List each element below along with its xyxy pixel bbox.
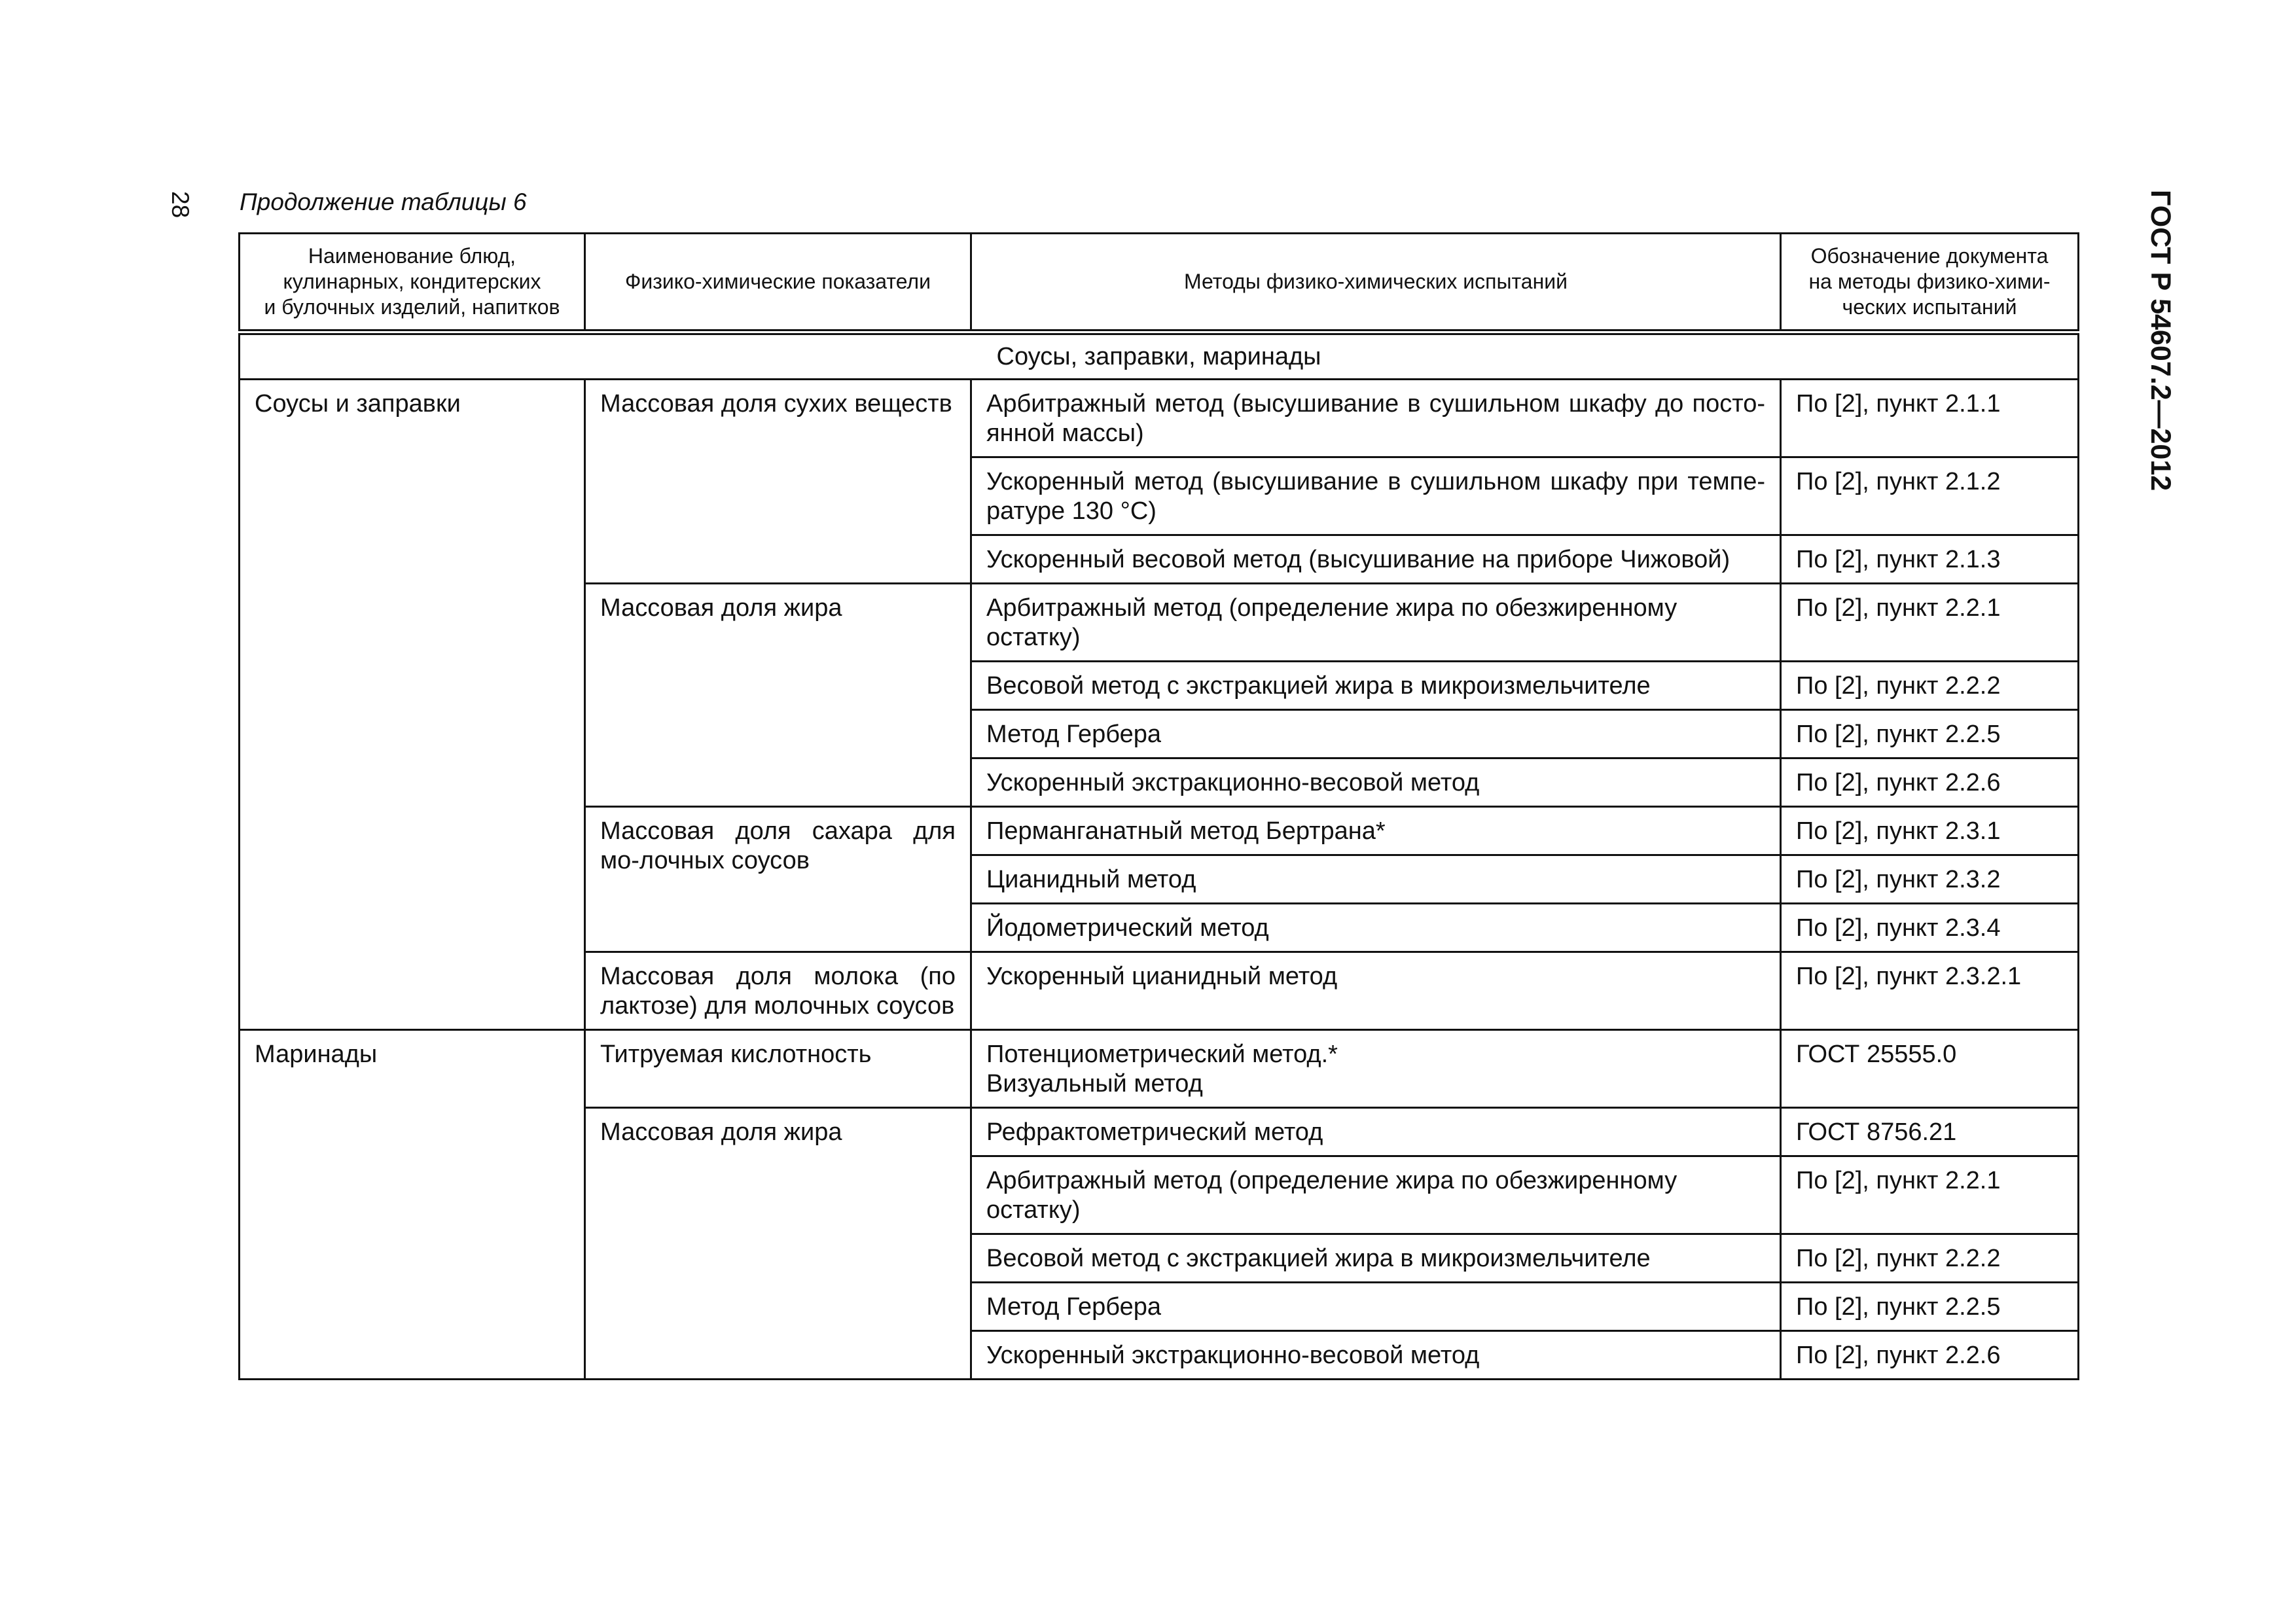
document-cell: По [2], пункт 2.2.6 (1781, 1331, 2079, 1380)
header-document: Обозначение документа на методы физико-хими- ческих испытаний (1781, 234, 2079, 332)
method-cell: Ускоренный экстракционно-весовой метод (971, 1331, 1781, 1380)
document-cell: По [2], пункт 2.2.2 (1781, 1234, 2079, 1283)
method-cell: Метод Гербера (971, 1283, 1781, 1331)
method-cell: Йодометрический метод (971, 904, 1781, 952)
document-cell: По [2], пункт 2.2.6 (1781, 758, 2079, 807)
document-cell: По [2], пункт 2.2.1 (1781, 584, 2079, 662)
document-cell: ГОСТ 25555.0 (1781, 1030, 2079, 1108)
document-cell: По [2], пункт 2.3.1 (1781, 807, 2079, 855)
table-row (240, 380, 2079, 457)
method-cell: Арбитражный метод (высушивание в сушильном шкафу до посто-янной массы) (971, 380, 1781, 457)
methods-table (238, 232, 2079, 1380)
method-cell: Ускоренный метод (высушивание в сушильном шкафу при темпе-ратуре 130 °C) (971, 457, 1781, 535)
table-caption: Продолжение таблицы 6 (240, 188, 527, 215)
indicator-cell: Титруемая кислотность (585, 1030, 971, 1108)
product-cell: Маринады (240, 1030, 585, 1380)
indicator-cell: Массовая доля молока (по лактозе) для молочных соусов (585, 952, 971, 1030)
method-cell: Ускоренный цианидный метод (971, 952, 1781, 1030)
document-cell: По [2], пункт 2.3.2.1 (1781, 952, 2079, 1030)
method-cell: Арбитражный метод (определение жира по обезжиренному остатку) (971, 1156, 1781, 1234)
table-header-row (240, 234, 2079, 332)
method-cell: Ускоренный экстракционно-весовой метод (971, 758, 1781, 807)
document-cell: По [2], пункт 2.1.2 (1781, 457, 2079, 535)
method-cell: Весовой метод с экстракцией жира в микроизмельчителе (971, 662, 1781, 710)
document-cell: По [2], пункт 2.1.3 (1781, 535, 2079, 584)
method-cell: Рефрактометрический метод (971, 1108, 1781, 1156)
method-cell: Арбитражный метод (определение жира по обезжиренному остатку) (971, 584, 1781, 662)
indicator-cell: Массовая доля жира (585, 1108, 971, 1380)
header-indicator: Физико-химические показатели (585, 234, 971, 332)
product-cell: Соусы и заправки (240, 380, 585, 1030)
header-method: Методы физико-химических испытаний (971, 234, 1781, 332)
document-cell: ГОСТ 8756.21 (1781, 1108, 2079, 1156)
method-cell: Весовой метод с экстракцией жира в микроизмельчителе (971, 1234, 1781, 1283)
standard-code: ГОСТ Р 54607.2—2012 (2145, 190, 2176, 491)
document-cell: По [2], пункт 2.1.1 (1781, 380, 2079, 457)
method-cell: Ускоренный весовой метод (высушивание на приборе Чижовой) (971, 535, 1781, 584)
indicator-cell: Массовая доля жира (585, 584, 971, 807)
method-cell: Метод Гербера (971, 710, 1781, 758)
document-cell: По [2], пункт 2.2.2 (1781, 662, 2079, 710)
indicator-cell: Массовая доля сухих веществ (585, 380, 971, 584)
page-number: 28 (167, 191, 194, 219)
document-cell: По [2], пункт 2.2.1 (1781, 1156, 2079, 1234)
section-title: Соусы, заправки, маринады (240, 332, 2079, 380)
section-row (240, 332, 2079, 380)
document-cell: По [2], пункт 2.3.4 (1781, 904, 2079, 952)
indicator-cell: Массовая доля сахара для мо-лочных соусов (585, 807, 971, 952)
document-cell: По [2], пункт 2.2.5 (1781, 710, 2079, 758)
table-row (240, 1030, 2079, 1108)
document-cell: По [2], пункт 2.3.2 (1781, 855, 2079, 904)
header-product: Наименование блюд, кулинарных, кондитерских и булочных изделий, напитков (240, 234, 585, 332)
method-cell: Потенциометрический метод.* Визуальный метод (971, 1030, 1781, 1108)
method-cell: Цианидный метод (971, 855, 1781, 904)
document-cell: По [2], пункт 2.2.5 (1781, 1283, 2079, 1331)
method-cell: Перманганатный метод Бертрана* (971, 807, 1781, 855)
